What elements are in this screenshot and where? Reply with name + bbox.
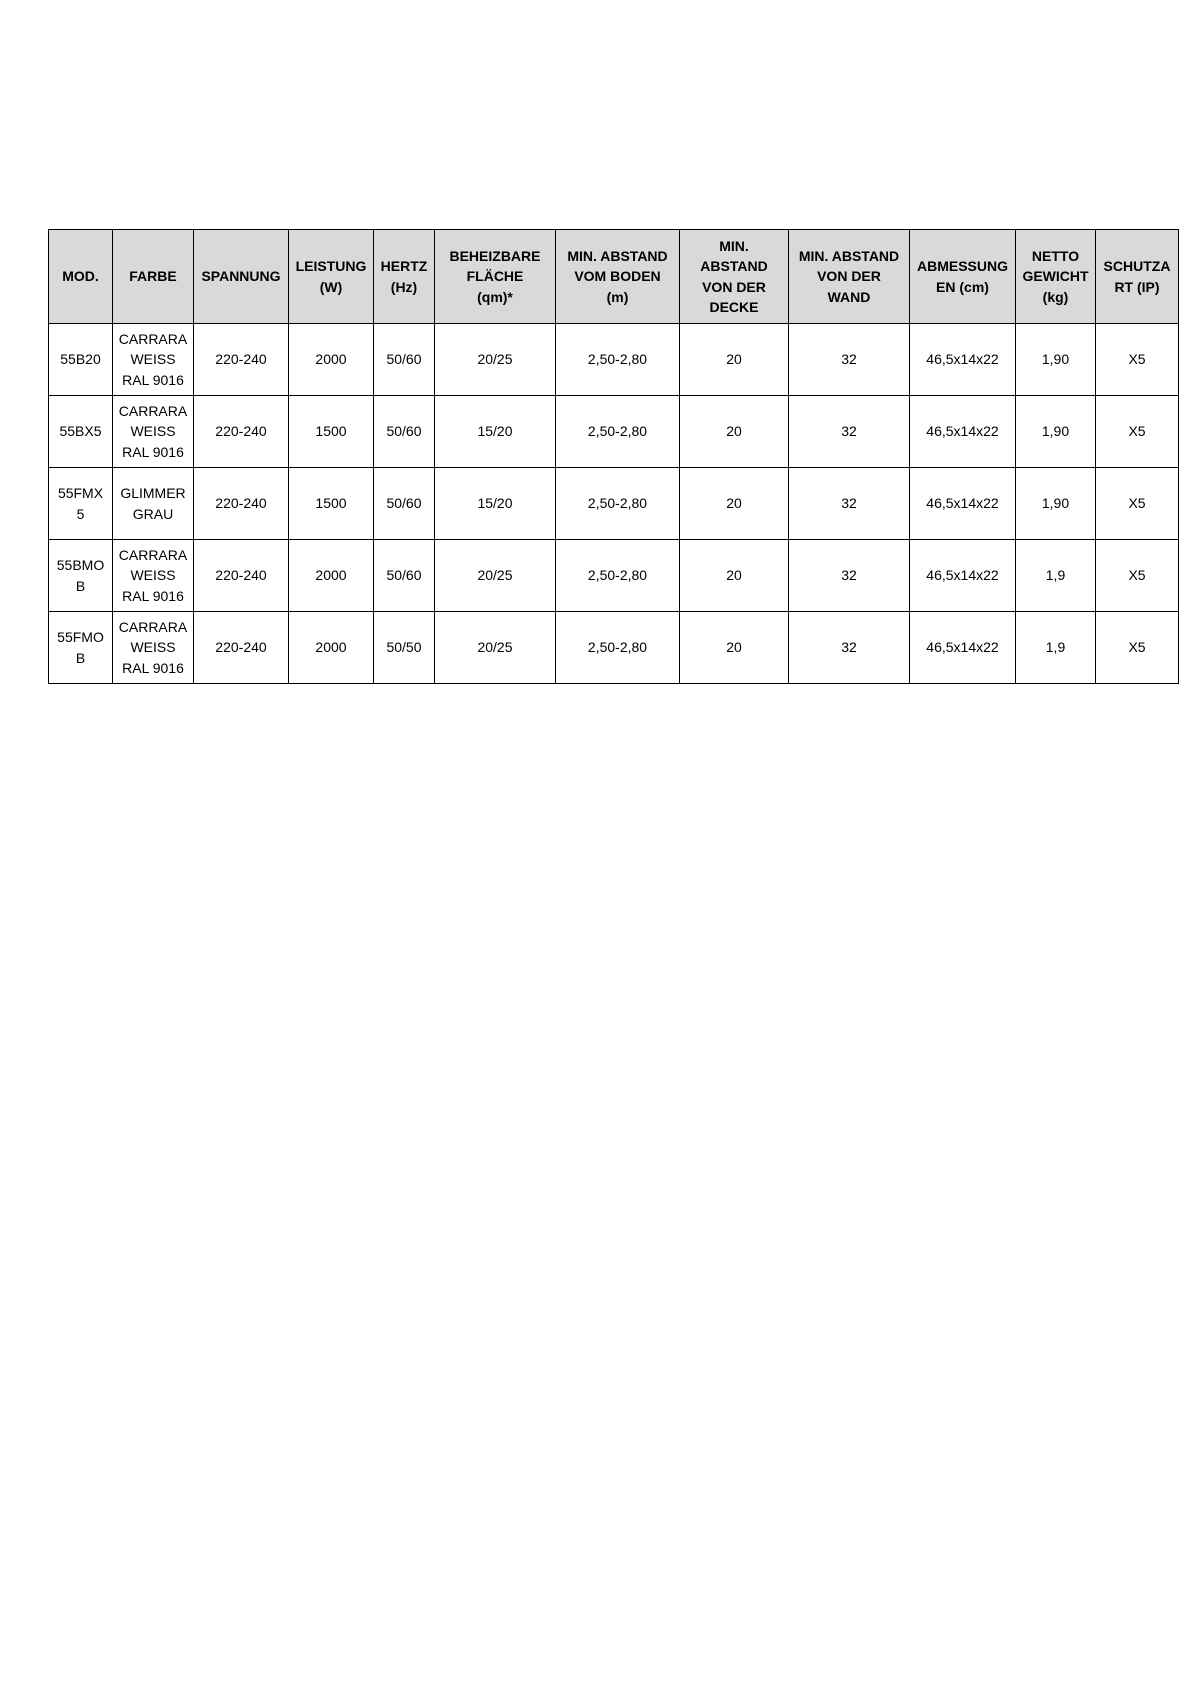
- cell-hertz: 50/60: [374, 468, 435, 540]
- cell-farbe: CARRARA WEISS RAL 9016: [113, 324, 194, 396]
- header-cell-abstand-wand: MIN. ABSTAND VON DER WAND: [789, 230, 910, 324]
- cell-schutzart: X5: [1096, 540, 1179, 612]
- cell-abstand-wand: 32: [789, 540, 910, 612]
- cell-schutzart: X5: [1096, 468, 1179, 540]
- cell-spannung: 220-240: [194, 396, 289, 468]
- cell-leistung: 2000: [289, 612, 374, 684]
- cell-hertz: 50/60: [374, 396, 435, 468]
- cell-farbe: CARRARA WEISS RAL 9016: [113, 612, 194, 684]
- cell-gewicht: 1,90: [1016, 396, 1096, 468]
- cell-leistung: 2000: [289, 324, 374, 396]
- table-row: [49, 468, 1179, 540]
- cell-gewicht: 1,9: [1016, 612, 1096, 684]
- cell-schutzart: X5: [1096, 612, 1179, 684]
- spec-table: [48, 229, 1179, 684]
- header-cell-abstand-boden: MIN. ABSTAND VOM BODEN (m): [556, 230, 680, 324]
- cell-spannung: 220-240: [194, 324, 289, 396]
- cell-abstand-decke: 20: [680, 324, 789, 396]
- cell-abstand-wand: 32: [789, 396, 910, 468]
- table-row: [49, 612, 1179, 684]
- cell-abstand-wand: 32: [789, 324, 910, 396]
- cell-abstand-decke: 20: [680, 540, 789, 612]
- header-row: [49, 230, 1179, 324]
- cell-spannung: 220-240: [194, 468, 289, 540]
- header-cell-gewicht: NETTO GEWICHT (kg): [1016, 230, 1096, 324]
- table-body: [49, 324, 1179, 684]
- header-cell-leistung: LEISTUNG (W): [289, 230, 374, 324]
- cell-gewicht: 1,90: [1016, 324, 1096, 396]
- cell-farbe: CARRARA WEISS RAL 9016: [113, 540, 194, 612]
- cell-abmessungen: 46,5x14x22: [910, 540, 1016, 612]
- cell-farbe: CARRARA WEISS RAL 9016: [113, 396, 194, 468]
- cell-abstand-decke: 20: [680, 612, 789, 684]
- cell-schutzart: X5: [1096, 324, 1179, 396]
- cell-spannung: 220-240: [194, 612, 289, 684]
- cell-mod: 55BX5: [49, 396, 113, 468]
- cell-flaeche: 15/20: [435, 396, 556, 468]
- cell-abstand-boden: 2,50-2,80: [556, 396, 680, 468]
- cell-mod: 55FMO B: [49, 612, 113, 684]
- cell-schutzart: X5: [1096, 396, 1179, 468]
- header-cell-hertz: HERTZ (Hz): [374, 230, 435, 324]
- cell-leistung: 1500: [289, 396, 374, 468]
- cell-hertz: 50/60: [374, 540, 435, 612]
- cell-abstand-wand: 32: [789, 468, 910, 540]
- cell-abstand-decke: 20: [680, 468, 789, 540]
- header-cell-schutzart: SCHUTZA RT (IP): [1096, 230, 1179, 324]
- cell-mod: 55BMO B: [49, 540, 113, 612]
- header-cell-abstand-decke: MIN. ABSTAND VON DER DECKE: [680, 230, 789, 324]
- cell-abmessungen: 46,5x14x22: [910, 468, 1016, 540]
- cell-spannung: 220-240: [194, 540, 289, 612]
- header-cell-farbe: FARBE: [113, 230, 194, 324]
- table-row: [49, 324, 1179, 396]
- cell-mod: 55B20: [49, 324, 113, 396]
- cell-flaeche: 20/25: [435, 324, 556, 396]
- cell-flaeche: 20/25: [435, 540, 556, 612]
- table-row: [49, 540, 1179, 612]
- table-header: [49, 230, 1179, 324]
- table-row: [49, 396, 1179, 468]
- cell-flaeche: 15/20: [435, 468, 556, 540]
- cell-hertz: 50/60: [374, 324, 435, 396]
- cell-abstand-wand: 32: [789, 612, 910, 684]
- cell-gewicht: 1,9: [1016, 540, 1096, 612]
- cell-gewicht: 1,90: [1016, 468, 1096, 540]
- cell-abmessungen: 46,5x14x22: [910, 396, 1016, 468]
- cell-farbe: GLIMMER GRAU: [113, 468, 194, 540]
- header-cell-flaeche: BEHEIZBARE FLÄCHE (qm)*: [435, 230, 556, 324]
- cell-abstand-boden: 2,50-2,80: [556, 612, 680, 684]
- cell-abstand-decke: 20: [680, 396, 789, 468]
- header-cell-abmessungen: ABMESSUNG EN (cm): [910, 230, 1016, 324]
- cell-leistung: 1500: [289, 468, 374, 540]
- cell-abstand-boden: 2,50-2,80: [556, 468, 680, 540]
- cell-abstand-boden: 2,50-2,80: [556, 540, 680, 612]
- header-cell-spannung: SPANNUNG: [194, 230, 289, 324]
- header-cell-mod: MOD.: [49, 230, 113, 324]
- cell-abmessungen: 46,5x14x22: [910, 612, 1016, 684]
- cell-mod: 55FMX 5: [49, 468, 113, 540]
- cell-abstand-boden: 2,50-2,80: [556, 324, 680, 396]
- cell-leistung: 2000: [289, 540, 374, 612]
- cell-hertz: 50/50: [374, 612, 435, 684]
- cell-flaeche: 20/25: [435, 612, 556, 684]
- cell-abmessungen: 46,5x14x22: [910, 324, 1016, 396]
